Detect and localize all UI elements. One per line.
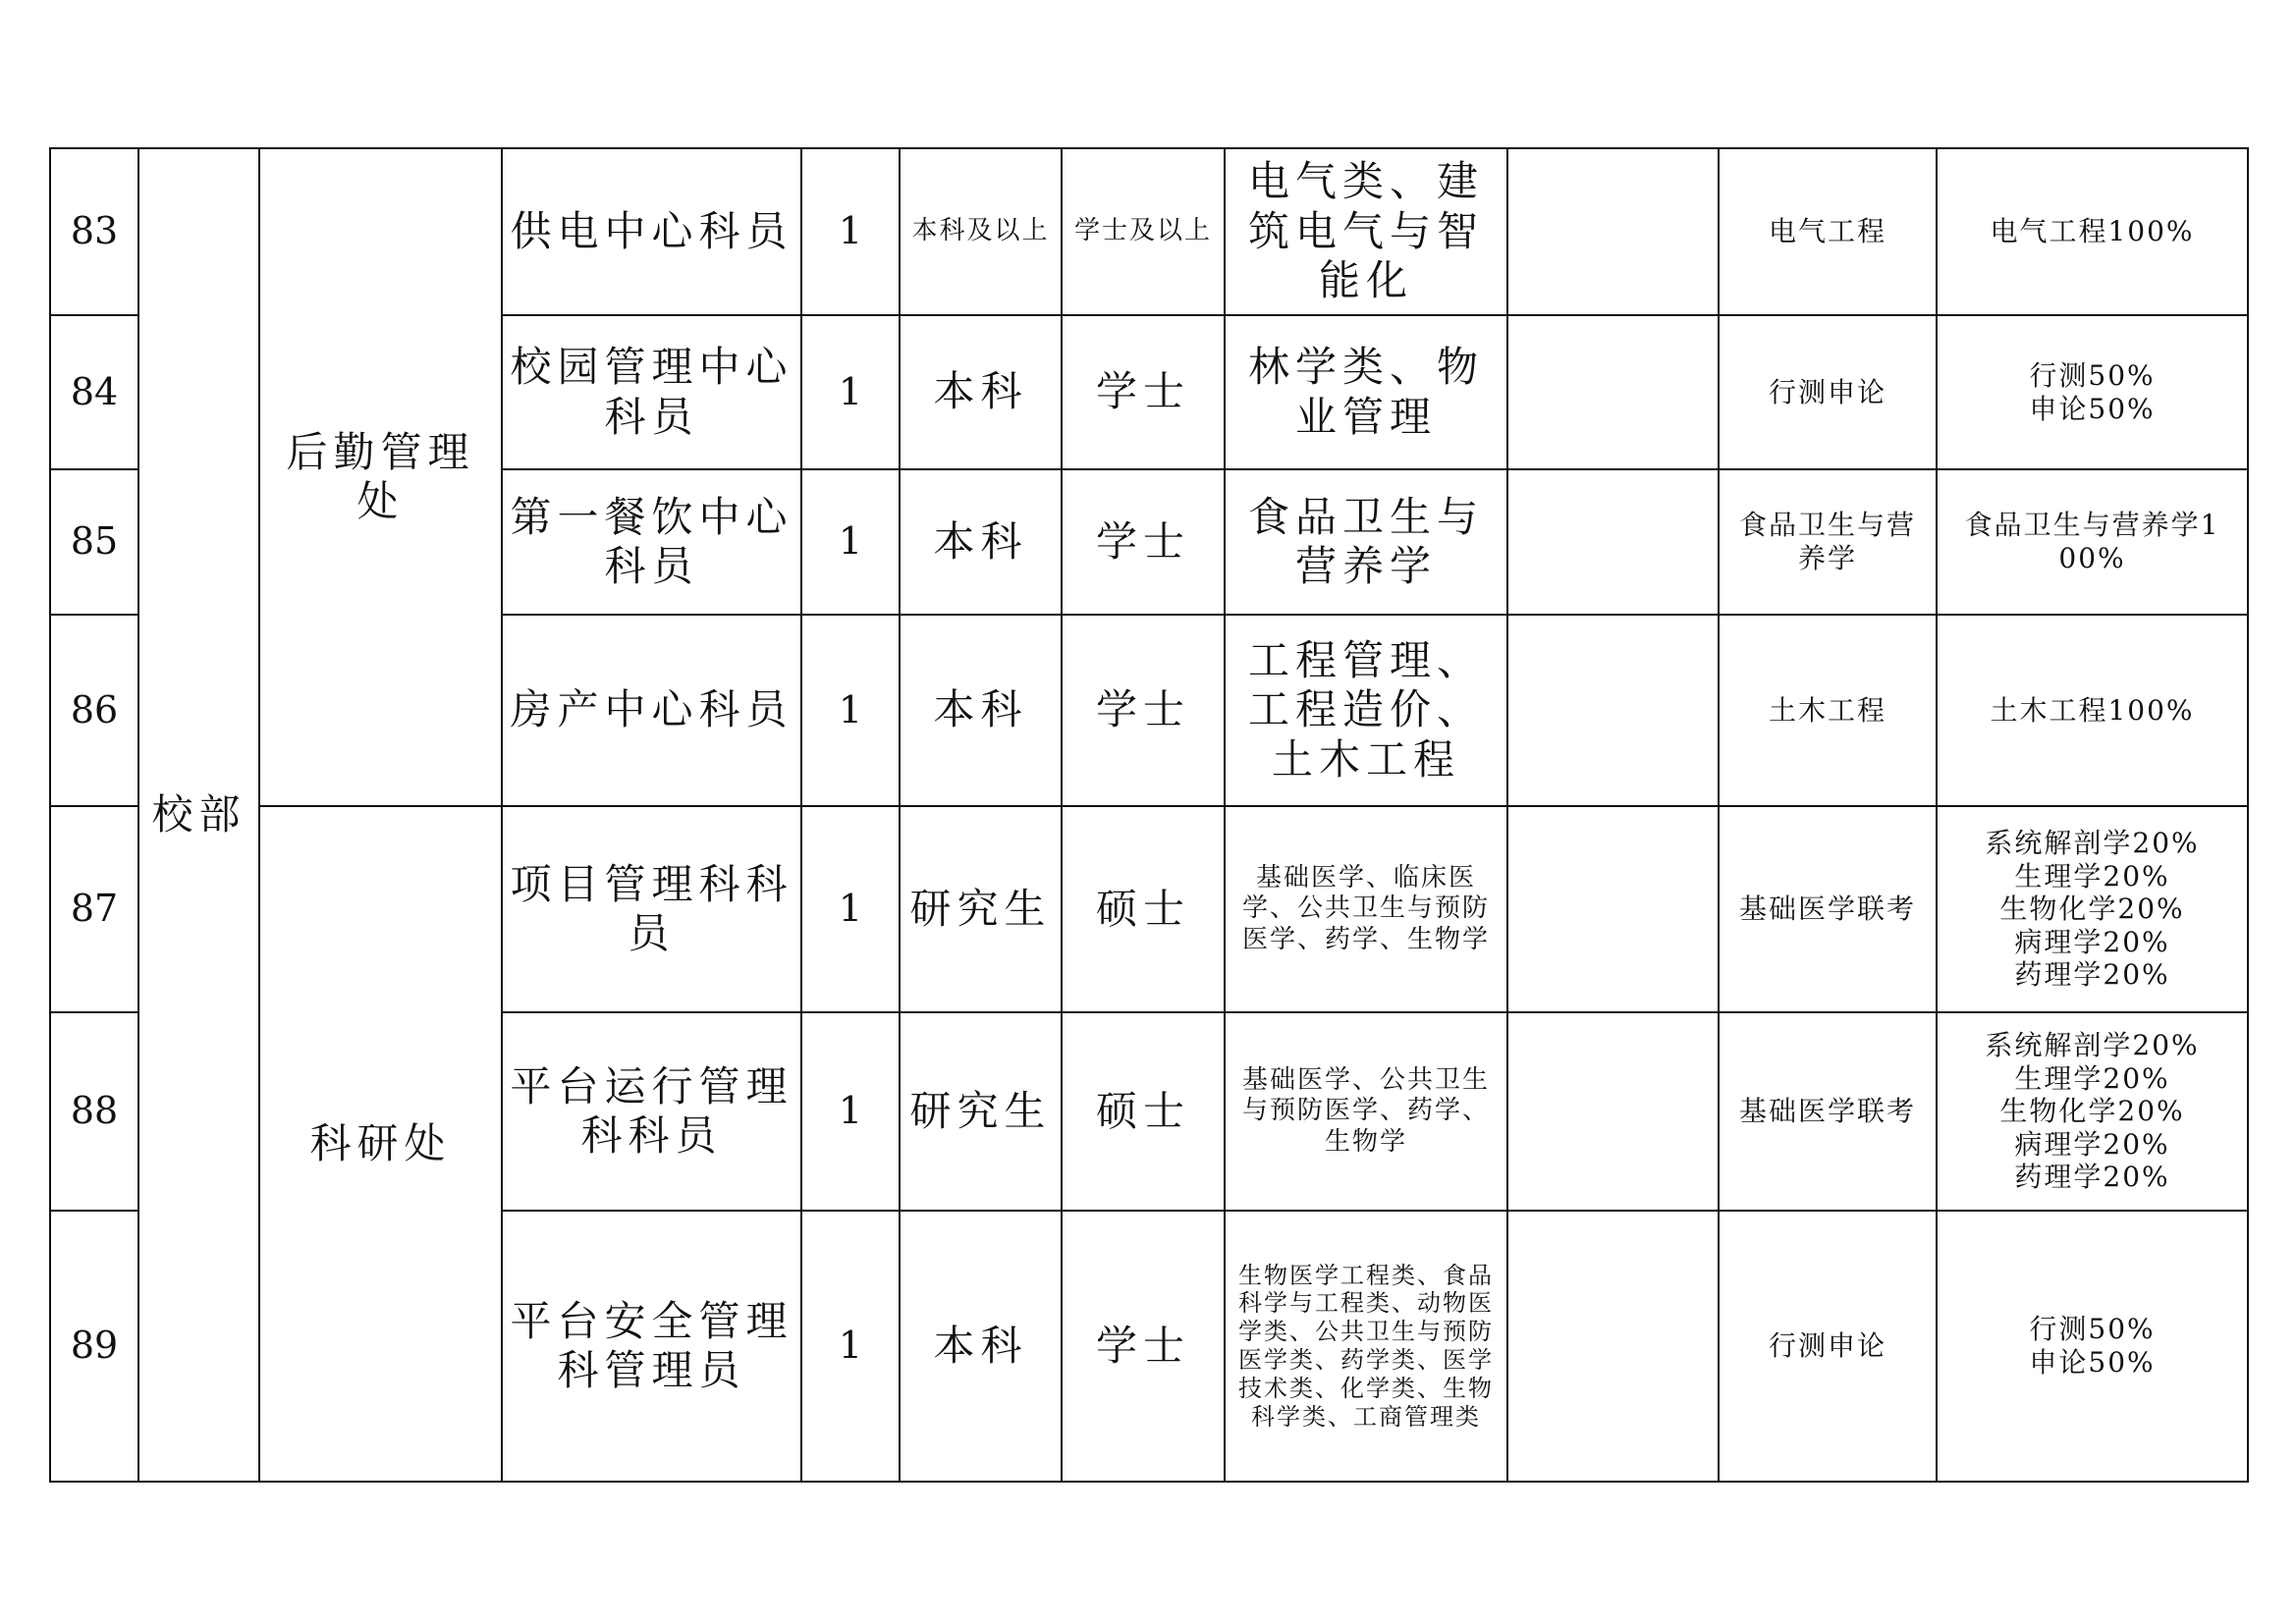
row-number: 89 (50, 1211, 138, 1482)
major-cell: 工程管理、工程造价、土木工程 (1225, 615, 1507, 806)
recruitment-table (49, 147, 2249, 1483)
unit-cell: 校部 (138, 148, 259, 1482)
major-cell: 基础医学、公共卫生与预防医学、药学、生物学 (1225, 1012, 1507, 1211)
weight-cell (1937, 806, 2248, 1012)
row-number: 86 (50, 615, 138, 806)
position-cell: 房产中心科员 (502, 615, 801, 806)
education-cell: 本科 (900, 469, 1062, 615)
department-cell: 后勤管理处 (259, 148, 502, 806)
position-cell: 第一餐饮中心科员 (502, 469, 801, 615)
weight-item: 生物化学20% (1999, 1095, 2185, 1128)
row-number: 83 (50, 148, 138, 315)
remark-cell (1507, 1012, 1719, 1211)
remark-cell (1507, 806, 1719, 1012)
weight-item: 行测50% (2029, 1313, 2156, 1346)
position-cell: 供电中心科员 (502, 148, 801, 315)
weight-item: 系统解剖学20% (1985, 1029, 2200, 1062)
weight-item: 电气工程100% (1990, 215, 2195, 248)
education-cell: 研究生 (900, 806, 1062, 1012)
degree-cell: 学士及以上 (1062, 148, 1225, 315)
row-number: 84 (50, 315, 138, 469)
position-cell: 平台安全管理科管理员 (502, 1211, 801, 1482)
count-cell: 1 (801, 469, 900, 615)
major-cell: 生物医学工程类、食品科学与工程类、动物医学类、公共卫生与预防医学类、药学类、医学技术类、化学类、生物科学类、工商管理类 (1225, 1211, 1507, 1482)
weight-item: 药理学20% (2014, 958, 2170, 992)
row-number: 85 (50, 469, 138, 615)
weight-cell (1937, 1012, 2248, 1211)
position-cell: 校园管理中心科员 (502, 315, 801, 469)
weight-cell (1937, 148, 2248, 315)
degree-cell: 学士 (1062, 315, 1225, 469)
weight-item: 食品卫生与营养学100% (1964, 509, 2220, 574)
exam-subject-cell: 电气工程 (1719, 148, 1937, 315)
remark-cell (1507, 1211, 1719, 1482)
major-cell: 电气类、建筑电气与智能化 (1225, 148, 1507, 315)
major-cell: 基础医学、临床医学、公共卫生与预防医学、药学、生物学 (1225, 806, 1507, 1012)
exam-subject-cell: 行测申论 (1719, 315, 1937, 469)
exam-subject-cell: 行测申论 (1719, 1211, 1937, 1482)
degree-cell: 硕士 (1062, 1012, 1225, 1211)
weight-cell (1937, 1211, 2248, 1482)
weight-item: 生理学20% (2014, 859, 2170, 893)
education-cell: 本科及以上 (900, 148, 1062, 315)
weight-item: 病理学20% (2014, 1127, 2170, 1161)
weight-item: 生理学20% (2014, 1061, 2170, 1095)
count-cell: 1 (801, 1211, 900, 1482)
major-cell: 食品卫生与营养学 (1225, 469, 1507, 615)
degree-cell: 硕士 (1062, 806, 1225, 1012)
education-cell: 本科 (900, 315, 1062, 469)
count-cell: 1 (801, 315, 900, 469)
weight-item: 行测50% (2029, 358, 2156, 392)
education-cell: 本科 (900, 615, 1062, 806)
count-cell: 1 (801, 148, 900, 315)
count-cell: 1 (801, 1012, 900, 1211)
weight-item: 土木工程100% (1990, 693, 2195, 727)
remark-cell (1507, 148, 1719, 315)
remark-cell (1507, 315, 1719, 469)
weight-item: 病理学20% (2014, 925, 2170, 958)
degree-cell: 学士 (1062, 615, 1225, 806)
count-cell: 1 (801, 615, 900, 806)
weight-item: 申论50% (2029, 392, 2156, 425)
remark-cell (1507, 469, 1719, 615)
row-number: 88 (50, 1012, 138, 1211)
weight-cell (1937, 615, 2248, 806)
position-cell: 项目管理科科员 (502, 806, 801, 1012)
weight-item: 生物化学20% (1999, 893, 2185, 926)
degree-cell: 学士 (1062, 469, 1225, 615)
table-row (50, 148, 2248, 315)
position-cell: 平台运行管理科科员 (502, 1012, 801, 1211)
exam-subject-cell: 土木工程 (1719, 615, 1937, 806)
major-cell: 林学类、物业管理 (1225, 315, 1507, 469)
weight-item: 系统解剖学20% (1985, 827, 2200, 860)
row-number: 87 (50, 806, 138, 1012)
exam-subject-cell: 食品卫生与营养学 (1719, 469, 1937, 615)
exam-subject-cell: 基础医学联考 (1719, 1012, 1937, 1211)
education-cell: 研究生 (900, 1012, 1062, 1211)
table-row (50, 806, 2248, 1012)
weight-cell (1937, 315, 2248, 469)
department-cell: 科研处 (259, 806, 502, 1482)
education-cell: 本科 (900, 1211, 1062, 1482)
count-cell: 1 (801, 806, 900, 1012)
exam-subject-cell: 基础医学联考 (1719, 806, 1937, 1012)
degree-cell: 学士 (1062, 1211, 1225, 1482)
weight-item: 申论50% (2029, 1346, 2156, 1379)
weight-item: 药理学20% (2014, 1161, 2170, 1194)
weight-cell (1937, 469, 2248, 615)
remark-cell (1507, 615, 1719, 806)
